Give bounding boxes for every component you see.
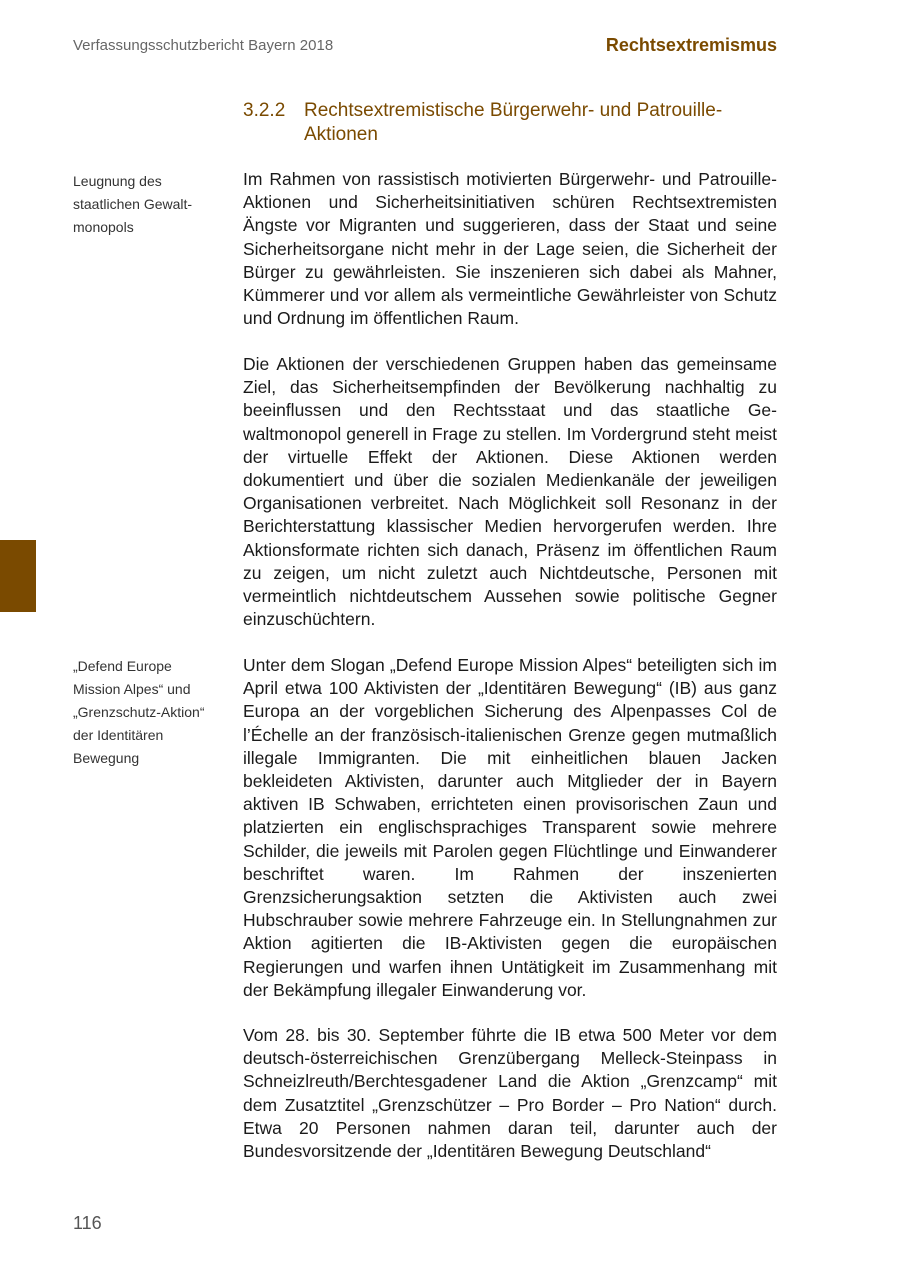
page-number: 116 bbox=[73, 1213, 102, 1233]
body-paragraph: Unter dem Slogan „Defend Europe Mission Alpes“ beteiligten sich im April etwa 100 Aktivisten der „Identitären Bewegung“ (IB) aus ganz Europa an der vorgeblichen Sicherung des Alpenpasses Col de l’Échelle an der französisch-italienischen Grenze gegen mutmaßlich illegale Immigranten. Die mit einheitlichen blauen Jacken bekleideten Aktivisten, darunter auch Mitglieder der in Bayern aktiven IB Schwaben, errichteten einen provisorischen Zaun und platzierten ein englischsprachiges Transparent sowie mehrere Schilder, die jeweils mit Parolen gegen Flüchtlinge und Einwanderer beschriftet waren. Im Rahmen der inszenierten Grenzsicherungsaktion setzten die Aktivisten auch zwei Hubschrauber sowie mehrere Fahrzeuge ein. In Stellungnahmen zur Aktion agitierten die IB-Aktivisten gegen die europäischen Regierungen und warfen ihnen Untätigkeit im Zusammenhang mit der Bekämpfung illegaler Einwanderung vor. bbox=[243, 655, 777, 1000]
chapter-tab-marker bbox=[0, 540, 36, 612]
section-number: 3.2.2 bbox=[243, 100, 286, 121]
marginal-note: Leugnung des staatlichen Gewaltmonopols bbox=[73, 173, 193, 235]
section-heading bbox=[243, 99, 783, 147]
body-paragraph: Im Rahmen von rassistisch motivierten Bürgerwehr- und Patrouille-Aktionen und Sicherheitsinitiativen schüren Rechtsextremisten Ängste vor Migranten und suggerieren, dass der Staat und seine Sicherheitsorgane nicht mehr in der Lage seien, die Sicherheit der Bürger zu gewährleisten. Sie inszenieren sich dabei als Mahner, Kümmerer und vor allem als vermeintliche Gewährleister von Schutz und Ordnung im öffentlichen Raum. bbox=[243, 169, 777, 329]
running-header-left: Verfassungsschutzbericht Bayern 2018 bbox=[73, 37, 334, 54]
body-paragraph: Vom 28. bis 30. September führte die IB etwa 500 Meter vor dem deutsch-österreichischen Grenzübergang Melleck-Steinpass in Schneizlreuth/Berchtesgadener Land die Aktion „Grenzcamp“ mit dem Zusatztitel „Grenzschützer – Pro Border – Pro Nation“ durch. Etwa 20 Personen nahmen daran teil, darunter auch der Bundesvorsitzende der „Identitären Bewegung Deutschland“ bbox=[243, 1025, 777, 1162]
body-paragraph: Die Aktionen der verschiedenen Gruppen haben das gemeinsame Ziel, das Sicherheitsempfinden der Bevölkerung nachhaltig zu beeinflussen und den Rechtsstaat und das staatliche Gewaltmonopol generell in Frage zu stellen. Im Vordergrund steht meist der virtuelle Effekt der Aktionen. Diese Aktionen werden dokumentiert und über die sozialen Medienkanäle der jeweiligen Organisationen verbreitet. Nach Möglichkeit soll Resonanz in der Berichterstattung klassischer Medien hervorgerufen werden. Ihre Aktionsformate richten sich danach, Präsenz im öffentlichen Raum zu zeigen, um nicht zuletzt auch Nichtdeutsche, Personen mit vermeintlich nichtdeutschem Aussehen sowie politische Gegner einzuschüchtern. bbox=[243, 354, 777, 630]
marginal-note: „Defend Europe Mission Alpes“ und „Grenzschutz-Aktion“ der Identitären Bewegung bbox=[73, 658, 205, 766]
section-title: Rechtsextremistische Bürgerwehr- und Patrouille-Aktionen bbox=[304, 100, 723, 145]
running-header-right: Rechtsextremismus bbox=[605, 35, 777, 55]
